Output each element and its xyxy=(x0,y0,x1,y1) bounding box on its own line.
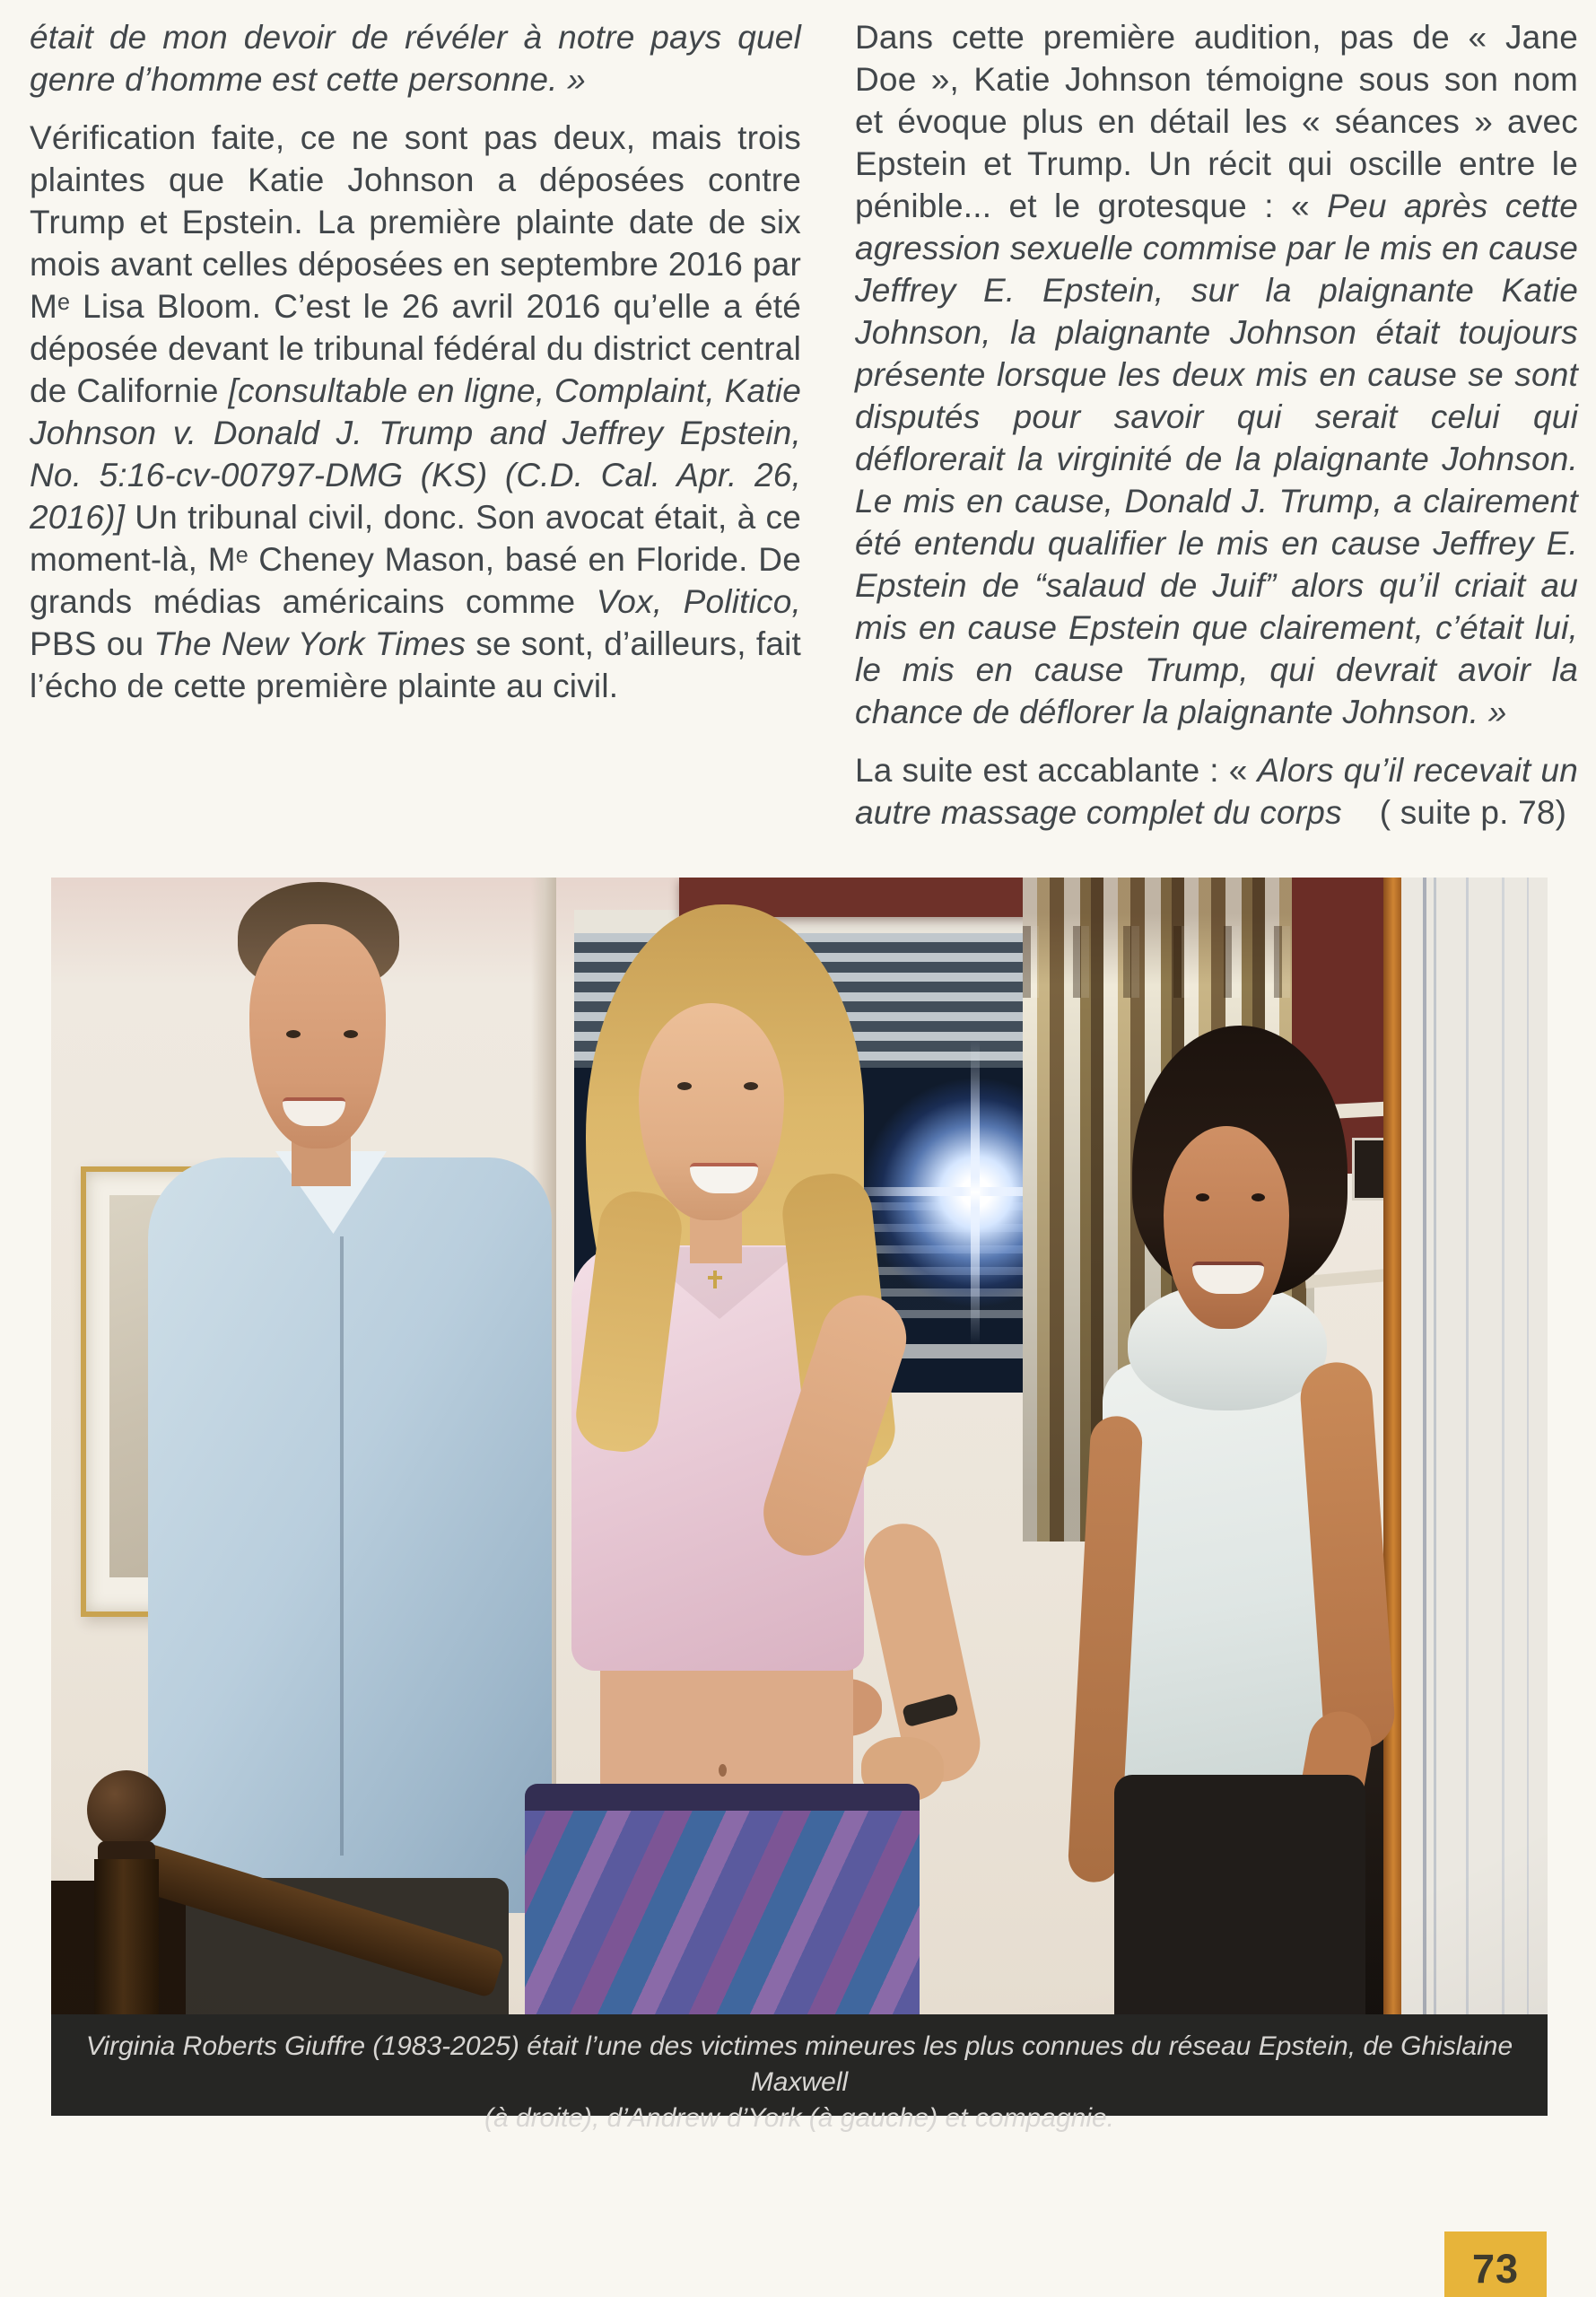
article-column-right xyxy=(855,16,1578,850)
maxwell-trousers xyxy=(1114,1775,1365,2014)
virginia-necklace xyxy=(713,1271,717,1288)
door-jamb xyxy=(1383,878,1401,2014)
andrew-shirt-placket xyxy=(340,1236,344,1856)
virginia-patterned-pants xyxy=(525,1784,920,2014)
article-column-left xyxy=(30,16,801,723)
andrew-eye xyxy=(344,1030,358,1038)
andrew-eye xyxy=(286,1030,301,1038)
virginia-navel xyxy=(719,1764,727,1777)
paragraph-body: La suite est accablante : « Alors qu’il recevait un autre massage complet du corps ( suite p. 78) xyxy=(855,752,1578,831)
photo-caption xyxy=(51,2014,1548,2133)
shelf-lower xyxy=(1305,1269,1389,1288)
banister-newel-post xyxy=(94,1859,159,2014)
virginia-eye xyxy=(677,1082,692,1090)
maxwell-face xyxy=(1164,1126,1289,1329)
caption-line: Virginia Roberts Giuffre (1983-2025) était l’une des victimes mineures les plus connues du réseau Epstein, de Ghislaine Maxwell xyxy=(85,2031,1513,2097)
andrew-shirt xyxy=(148,1157,552,1913)
paragraph-body: Dans cette première audition, pas de « Jane Doe », Katie Johnson témoigne sous son nom et évoque plus en détail les « séances » avec Epstein et Trump. Un récit qui oscille entre le pénible... et le grotesque : « Peu après cette agression sexuelle commise par le mis en cause Jeffrey E. Epstein, sur la plaignante Katie Johnson, la plaignante Johnson était toujours présente lorsque les deux mis en cause se sont disputés pour savoir qui serait celui qui déflorerait la virginité de la plaignante Johnson. Le mis en cause, Donald J. Trump, a clairement été entendu qualifier le mis en cause Jeffrey E. Epstein de “salaud de Juif” alors qu’il criait au mis en cause Epstein que clairement, c’était lui, le mis en cause Trump, qui devrait avoir la chance de déflorer la plaignante Johnson. » xyxy=(855,19,1578,730)
maxwell-eye xyxy=(1196,1193,1209,1201)
caption-line: (à droite), d’Andrew d’York (à gauche) et compagnie. xyxy=(484,2103,1115,2133)
paragraph-body: Vérification faite, ce ne sont pas deux, mais trois plaintes que Katie Johnson a déposées contre Trump et Epstein. La première plainte date de six mois avant celles déposées en septembre 2016 par Mᵉ Lisa Bloom. C’est le 26 avril 2016 qu’elle a été déposée devant le tribunal fédéral du district central de Californie [consultable en ligne, Complaint, Katie Johnson v. Donald J. Trump and Jeffrey Epstein, No. 5:16-cv-00797-DMG (KS) (C.D. Cal. Apr. 26, 2016)] Un tribunal civil, donc. Son avocat était, à ce moment-là, Mᵉ Cheney Mason, basé en Floride. De grands médias américains comme Vox, Politico, PBS ou The New York Times se sont, d’ailleurs, fait l’écho de cette première plainte au civil. xyxy=(30,119,801,704)
maxwell-eye xyxy=(1252,1193,1265,1201)
paragraph-quote-continuation: était de mon devoir de révéler à notre pays quel genre d’homme est cette personne. » xyxy=(30,19,801,98)
banister-ball-finial xyxy=(87,1770,166,1849)
virginia-eye xyxy=(744,1082,758,1090)
curtain-folds xyxy=(1401,878,1548,2014)
photo-andrew-giuffre-maxwell xyxy=(51,878,1548,2014)
page-number-badge: 73 xyxy=(1444,2231,1547,2297)
white-curtain xyxy=(1401,878,1548,2014)
